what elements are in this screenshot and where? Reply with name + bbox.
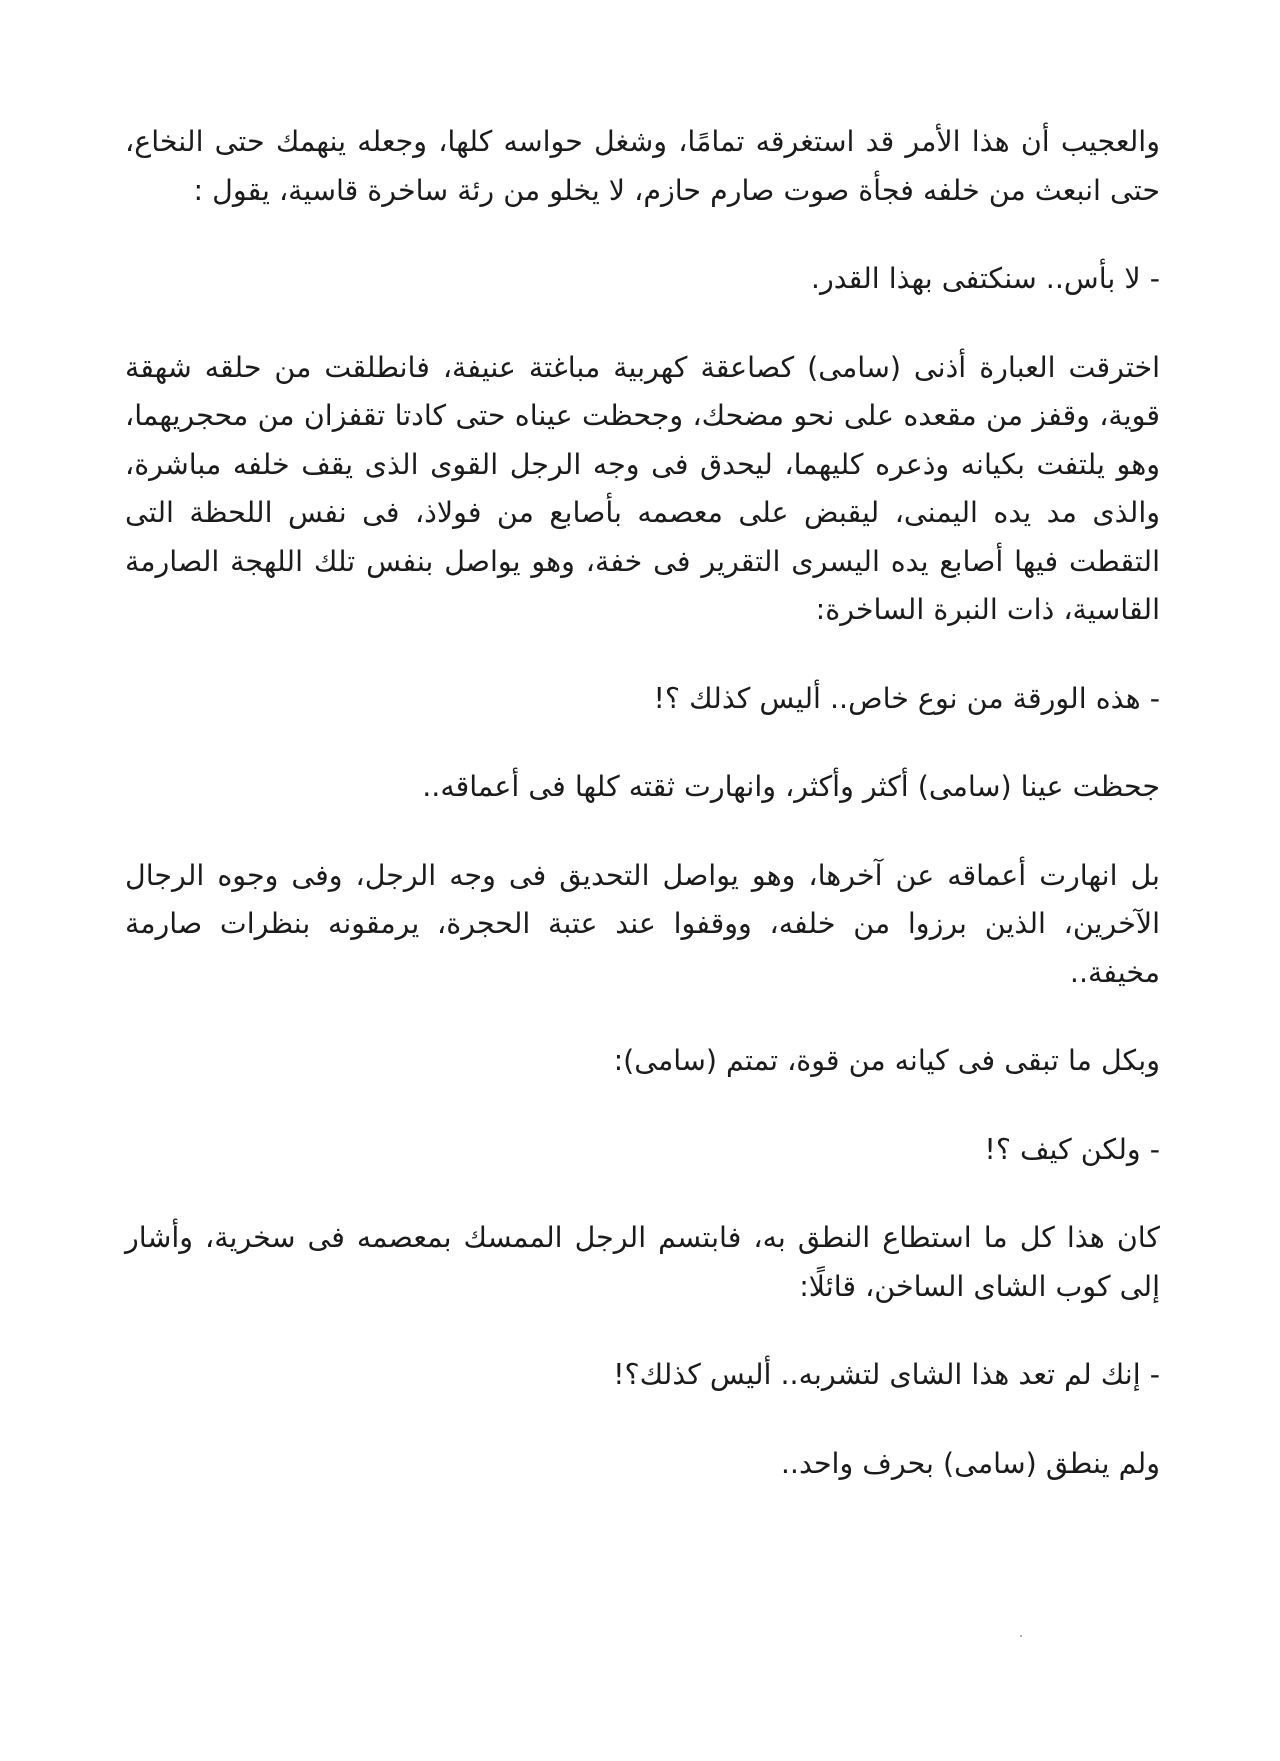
print-speck — [1020, 1635, 1022, 1637]
page-body-text — [125, 118, 1160, 1528]
paragraph: كان هذا كل ما استطاع النطق به، فابتسم الرجل الممسك بمعصمه فى سخرية، وأشار إلى كوب الشاى الساخن، قائلًا: — [125, 1221, 1160, 1303]
paragraph: وبكل ما تبقى فى كيانه من قوة، تمتم (سامى): — [613, 1044, 1160, 1077]
dialogue-line: - هذه الورقة من نوع خاص.. أليس كذلك ؟! — [653, 681, 1160, 715]
paragraph: اخترقت العبارة أذنى (سامى) كصاعقة كهربية مباغتة عنيفة، فانطلقت من حلقه شهقة قوية، وقفز من مقعده على نحو مضحك، وجحظت عيناه حتى كادتا تقفزان من محجريهما، وهو يلتفت بكيانه وذعره كليهما، ليحدق فى وجه الرجل القوى الذى يقف خلفه مباشرة، والذى مد يده اليمنى، ليقبض على معصمه بأصابع من فولاذ، فى نفس اللحظة التى التقطت فيها أصابع يده اليسرى التقرير فى خفة، وهو يواصل بنفس تلك اللهجة الصارمة القاسية، ذات النبرة الساخرة: — [125, 350, 1160, 626]
dialogue-line: - لا بأس.. سنكتفى بهذا القدر. — [810, 262, 1160, 295]
dialogue-line: - ولكن كيف ؟! — [984, 1132, 1160, 1166]
dialogue-line: - إنك لم تعد هذا الشاى لتشربه.. أليس كذلك؟! — [613, 1358, 1160, 1391]
paragraph: جحظت عينا (سامى) أكثر وأكثر، وانهارت ثقته كلها فى أعماقه.. — [422, 770, 1160, 803]
paragraph: ولم ينطق (سامى) بحرف واحد.. — [780, 1446, 1160, 1480]
paragraph: بل انهارت أعماقه عن آخرها، وهو يواصل التحديق فى وجه الرجل، وفى وجوه الرجال الآخرين، الذين برزوا من خلفه، ووقفوا عند عتبة الحجرة، يرمقونه بنظرات صارمة مخيفة.. — [125, 858, 1160, 989]
paragraph: والعجيب أن هذا الأمر قد استغرقه تمامًا، وشغل حواسه كلها، وجعله ينهمك حتى النخاع، حتى انبعث من خلفه فجأة صوت صارم حازم، لا يخلو من رئة ساخرة قاسية، يقول : — [125, 125, 1160, 207]
